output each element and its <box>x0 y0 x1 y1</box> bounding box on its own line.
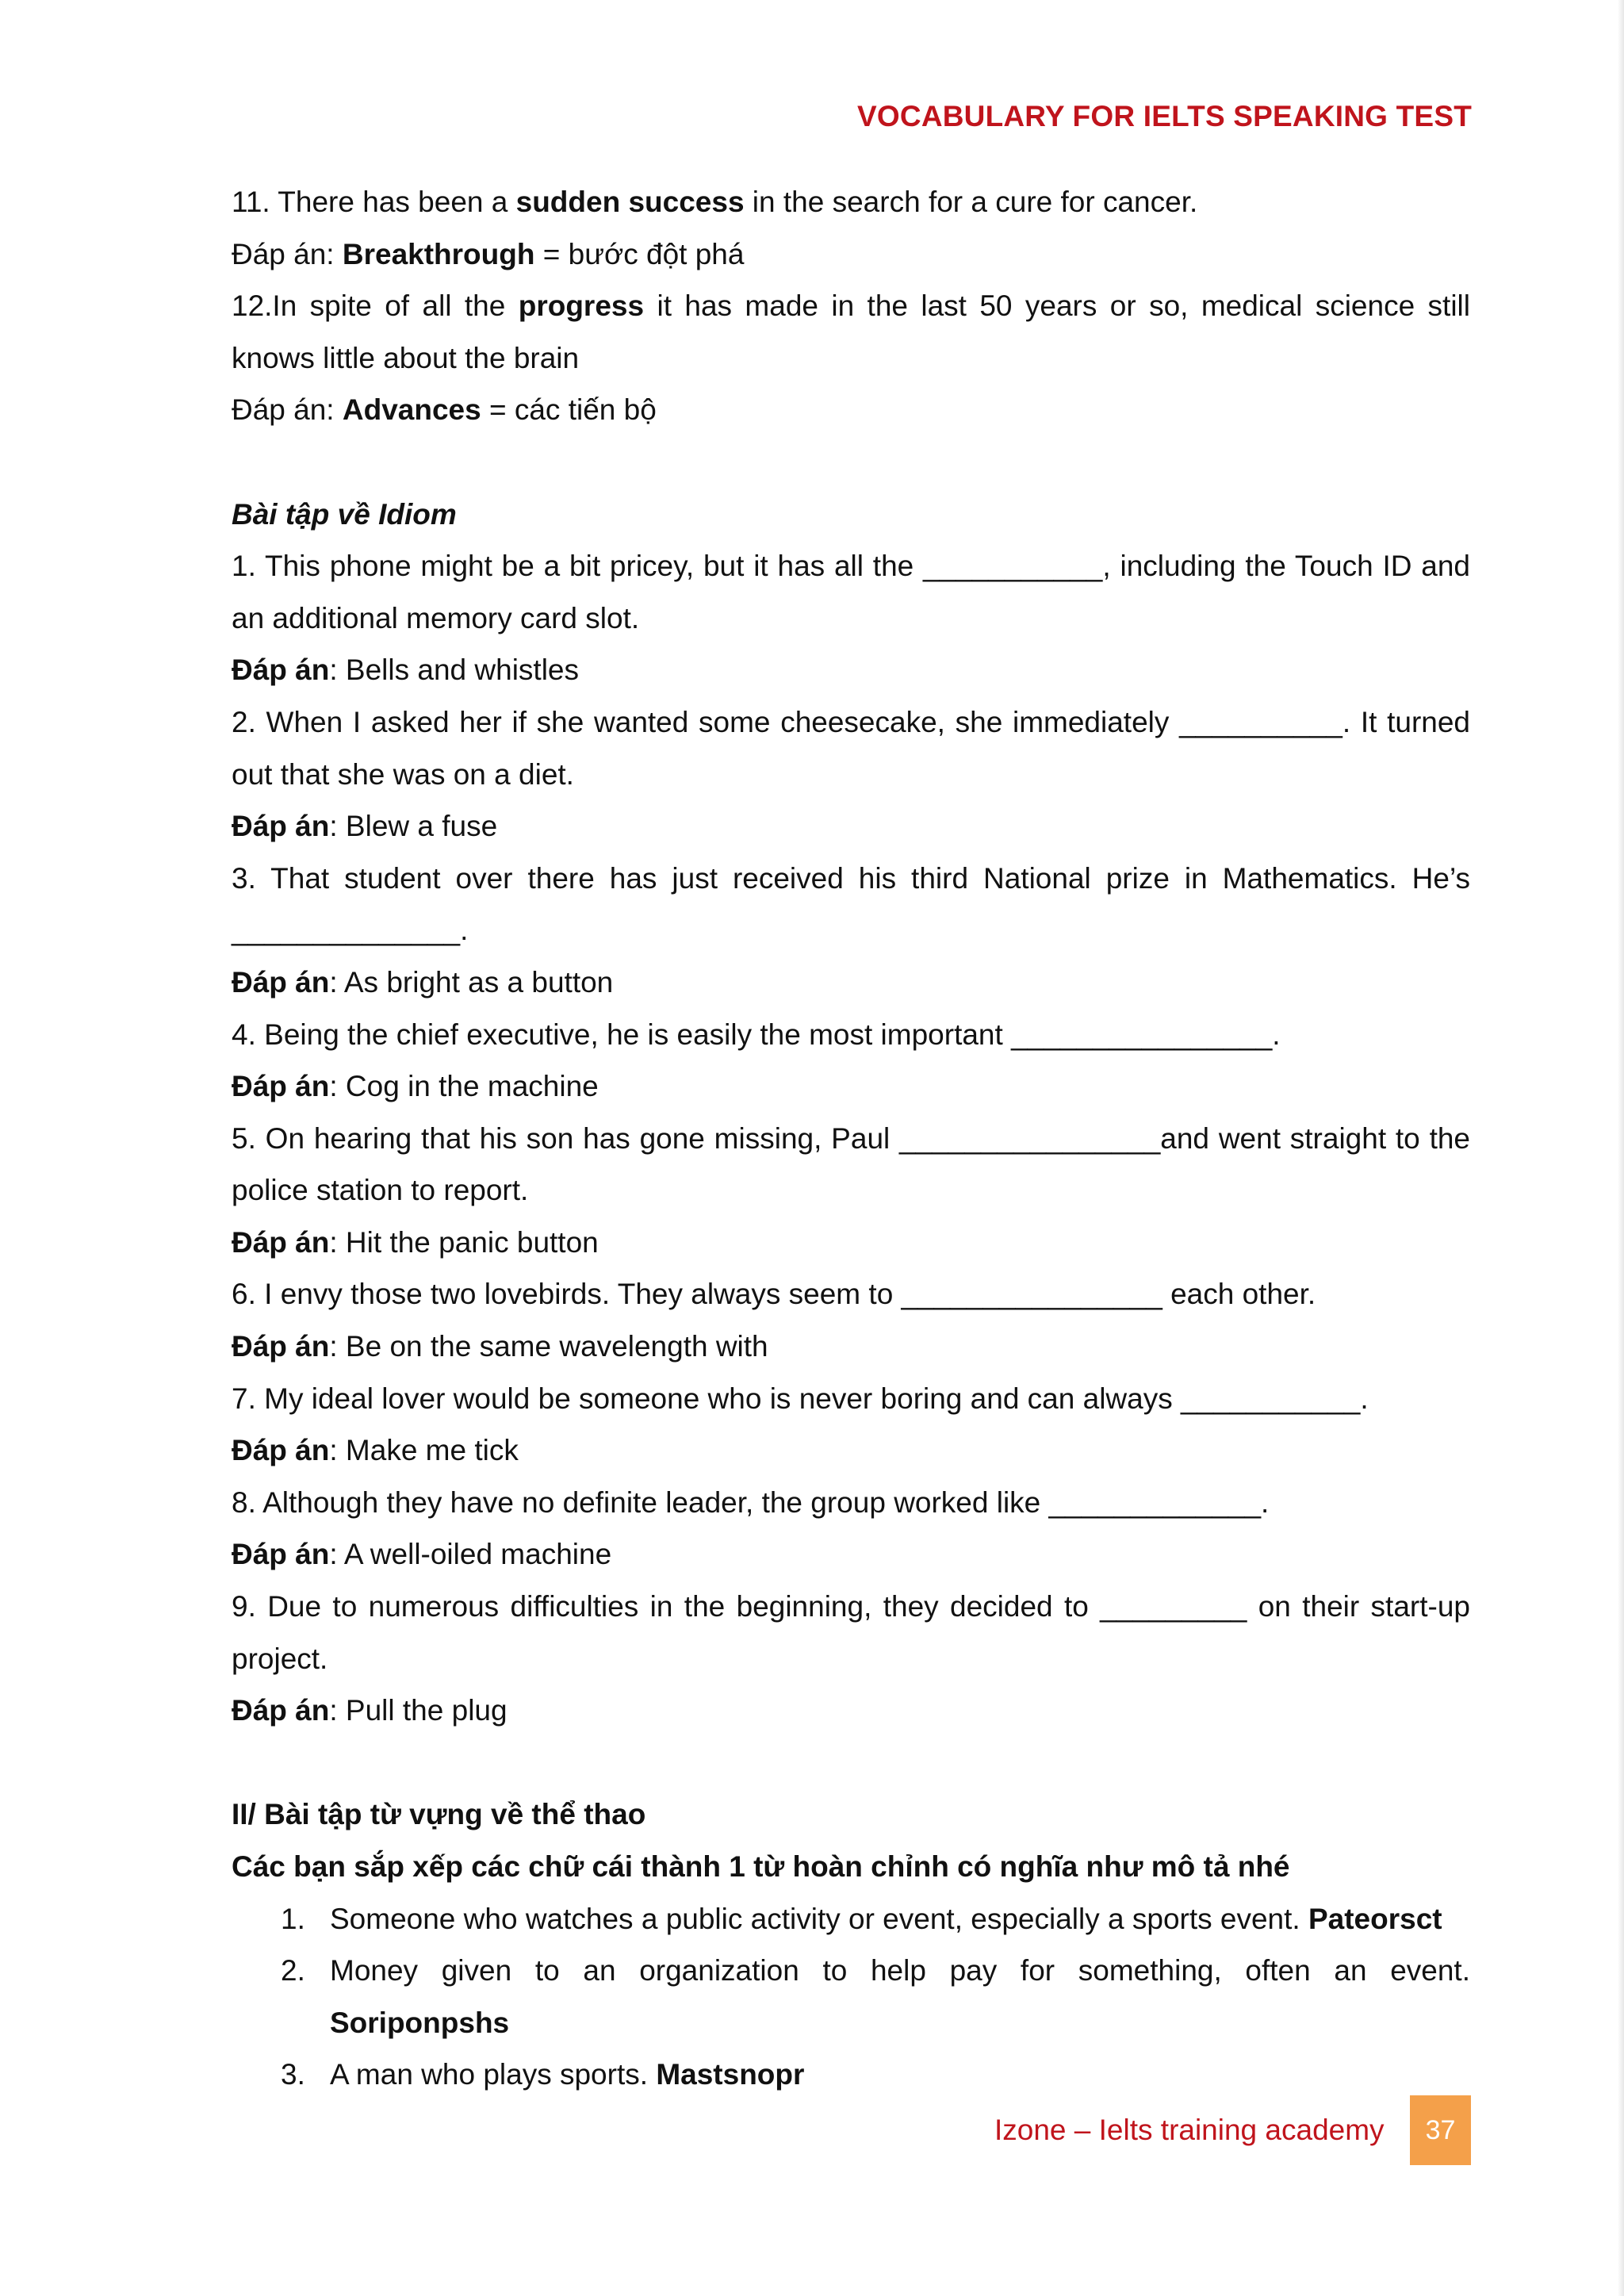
idiom-answer-3 <box>232 956 1470 1009</box>
header-title: VOCABULARY FOR IELTS SPEAKING TEST <box>857 100 1472 132</box>
question-text: 12.In spite of all the <box>232 289 519 323</box>
list-item <box>232 2049 1470 2101</box>
sports-instruction: Các bạn sắp xếp các chữ cái thành 1 từ hoàn chỉnh có nghĩa như mô tả nhé <box>232 1850 1290 1883</box>
answer-text: : Blew a fuse <box>329 810 498 843</box>
item-text: A man who plays sports. <box>330 2058 657 2091</box>
answer-label: Đáp án <box>232 1330 330 1363</box>
page-content <box>232 176 1470 2101</box>
answer-label: Đáp án <box>232 654 330 687</box>
idiom-answer-1 <box>232 644 1470 696</box>
idiom-answer-2 <box>232 800 1470 853</box>
idiom-answer-4 <box>232 1060 1470 1113</box>
idiom-answer-7 <box>232 1424 1470 1477</box>
question-text: it has made in the last 50 years or so, medical science still knows little about the brain <box>232 289 1470 374</box>
idiom-question-9: 9. Due to numerous difficulties in the beginning, they decided to _________ on their start-up project. <box>232 1590 1470 1675</box>
question-keyword: progress <box>518 289 645 323</box>
answer-word: Breakthrough <box>342 237 535 270</box>
answer-text: : Pull the plug <box>329 1694 508 1727</box>
idiom-heading: Bài tập về Idiom <box>232 497 457 531</box>
idiom-question-2: 2. When I asked her if she wanted some cheesecake, she immediately __________. It turned out that she was on a diet. <box>232 705 1470 791</box>
question-keyword: sudden success <box>515 186 745 218</box>
list-number: 1. <box>281 1902 305 1935</box>
answer-label: Đáp án <box>232 1070 330 1103</box>
question-text: 11. There has been a <box>232 186 516 218</box>
answer-label: Đáp án <box>232 965 330 999</box>
answer-label: Đáp án: <box>232 393 343 427</box>
answer-meaning: = các tiến bộ <box>481 393 657 427</box>
answer-meaning: = bước đột phá <box>534 237 745 270</box>
answer-label: Đáp án: <box>232 237 343 270</box>
vocab-question-12 <box>232 280 1470 384</box>
answer-word: Advances <box>342 393 481 427</box>
idiom-answer-5 <box>232 1217 1470 1269</box>
idiom-question-4: 4. Being the chief executive, he is easily the most important ________________. <box>232 1018 1281 1051</box>
answer-label: Đáp án <box>232 1434 330 1467</box>
answer-label: Đáp án <box>232 810 330 843</box>
question-text: in the search for a cure for cancer. <box>744 186 1198 218</box>
answer-label: Đáp án <box>232 1694 330 1727</box>
vocab-question-11 <box>232 176 1470 228</box>
scrambled-word: Soriponpshs <box>330 2006 510 2039</box>
answer-text: : Be on the same wavelength with <box>329 1330 768 1363</box>
list-number: 3. <box>281 2058 305 2091</box>
idiom-question-8: 8. Although they have no definite leader, the group worked like _____________. <box>232 1485 1270 1519</box>
answer-text: : Make me tick <box>329 1434 519 1467</box>
list-item <box>232 1945 1470 2049</box>
answer-text: : As bright as a button <box>329 965 614 999</box>
item-text: Money given to an organization to help pay for something, often an event. <box>330 1954 1470 1987</box>
footer-text: Izone – Ielts training academy <box>994 2114 1385 2146</box>
sports-heading: II/ Bài tập từ vựng về thể thao <box>232 1798 646 1831</box>
list-number: 2. <box>281 1954 305 1987</box>
idiom-answer-6 <box>232 1320 1470 1373</box>
idiom-question-1: 1. This phone might be a bit pricey, but it has all the ___________, including the Touch ID and an additional memory card slot. <box>232 550 1470 634</box>
vocab-answer-11 <box>232 228 1470 281</box>
scrambled-word: Pateorsct <box>1308 1902 1442 1935</box>
idiom-answer-8 <box>232 1528 1470 1581</box>
scrambled-word: Mastsnopr <box>656 2058 805 2091</box>
page-edge-shadow <box>1618 0 1624 2296</box>
idiom-question-6: 6. I envy those two lovebirds. They always seem to ________________ each other. <box>232 1278 1316 1311</box>
answer-label: Đáp án <box>232 1538 330 1571</box>
spacer <box>232 1737 1470 1789</box>
answer-label: Đáp án <box>232 1225 330 1259</box>
vocab-answer-12 <box>232 384 1470 436</box>
spacer <box>232 436 1470 489</box>
answer-text: : A well-oiled machine <box>329 1538 612 1571</box>
idiom-question-3: 3. That student over there has just received his third National prize in Mathematics. He’s ______________. <box>232 861 1470 947</box>
page-number: 37 <box>1410 2095 1471 2165</box>
answer-text: : Cog in the machine <box>329 1070 599 1103</box>
idiom-question-5: 5. On hearing that his son has gone missing, Paul ________________and went straight to the police station to report. <box>232 1121 1470 1207</box>
answer-text: : Hit the panic button <box>329 1225 599 1259</box>
idiom-question-7: 7. My ideal lover would be someone who is never boring and can always ___________. <box>232 1382 1369 1415</box>
list-item <box>232 1893 1470 1945</box>
sports-list <box>232 1893 1470 2101</box>
item-text: Someone who watches a public activity or event, especially a sports event. <box>330 1902 1308 1935</box>
idiom-answer-9 <box>232 1685 1470 1737</box>
answer-text: : Bells and whistles <box>329 654 580 687</box>
